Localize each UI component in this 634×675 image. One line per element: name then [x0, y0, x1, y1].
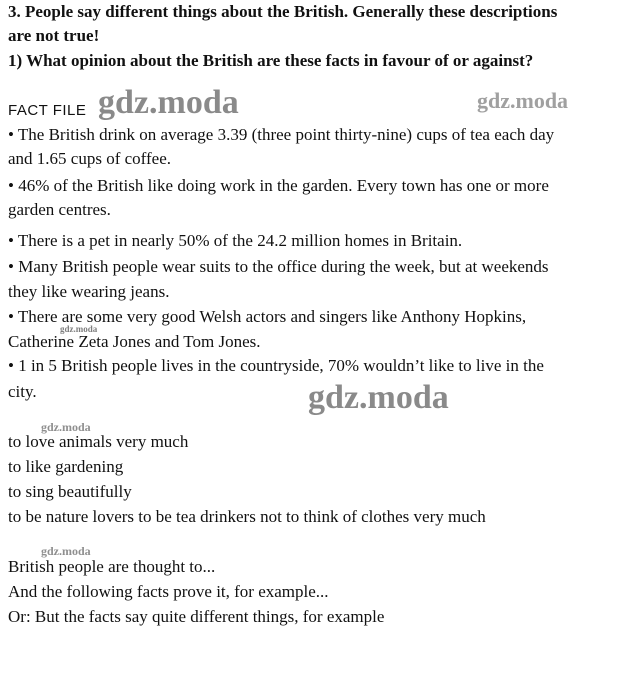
- fact-line: • The British drink on average 3.39 (three point thirty-nine) cups of tea each day: [8, 125, 555, 144]
- fact-line: they like wearing jeans.: [8, 282, 170, 301]
- fact-line: • There is a pet in nearly 50% of the 24.2 million homes in Britain.: [8, 231, 463, 250]
- useful-phrase: And the following facts prove it, for example...: [8, 582, 329, 601]
- opinion-item: to love animals very much: [8, 432, 189, 451]
- exercise-question: 1) What opinion about the British are these facts in favour of or against?: [8, 51, 534, 70]
- watermark-logo: gdz.moda: [477, 88, 569, 113]
- opinion-item: to be nature lovers to be tea drinkers not to think of clothes very much: [8, 507, 486, 526]
- useful-phrase: Or: But the facts say quite different things, for example: [8, 607, 385, 626]
- fact-file-title: FACT FILE: [8, 102, 87, 119]
- fact-line: and 1.65 cups of coffee.: [8, 149, 172, 168]
- opinion-item: to like gardening: [8, 457, 124, 476]
- fact-line: • 1 in 5 British people lives in the countryside, 70% wouldn’t like to live in the: [8, 356, 544, 375]
- useful-phrase: British people are thought to...: [8, 557, 216, 576]
- watermark-logo: gdz.moda: [98, 84, 239, 121]
- fact-line: • 46% of the British like doing work in the garden. Every town has one or more: [8, 176, 549, 195]
- watermark-logo: gdz.moda: [41, 544, 91, 558]
- fact-line: Catherine Zeta Jones and Tom Jones.: [8, 332, 261, 351]
- watermark-logo: gdz.moda: [308, 379, 449, 416]
- opinion-item: to sing beautifully: [8, 482, 132, 501]
- watermark-logo: gdz.moda: [60, 324, 98, 334]
- fact-line: city.: [8, 382, 37, 401]
- fact-line: garden centres.: [8, 200, 111, 219]
- exercise-heading-line-1: 3. People say different things about the British. Generally these descriptions: [8, 2, 558, 21]
- fact-line: • Many British people wear suits to the office during the week, but at weekends: [8, 257, 549, 276]
- watermark-logo: gdz.moda: [41, 420, 91, 434]
- fact-line: • There are some very good Welsh actors and singers like Anthony Hopkins,: [8, 307, 527, 326]
- exercise-heading-line-2: are not true!: [8, 26, 100, 45]
